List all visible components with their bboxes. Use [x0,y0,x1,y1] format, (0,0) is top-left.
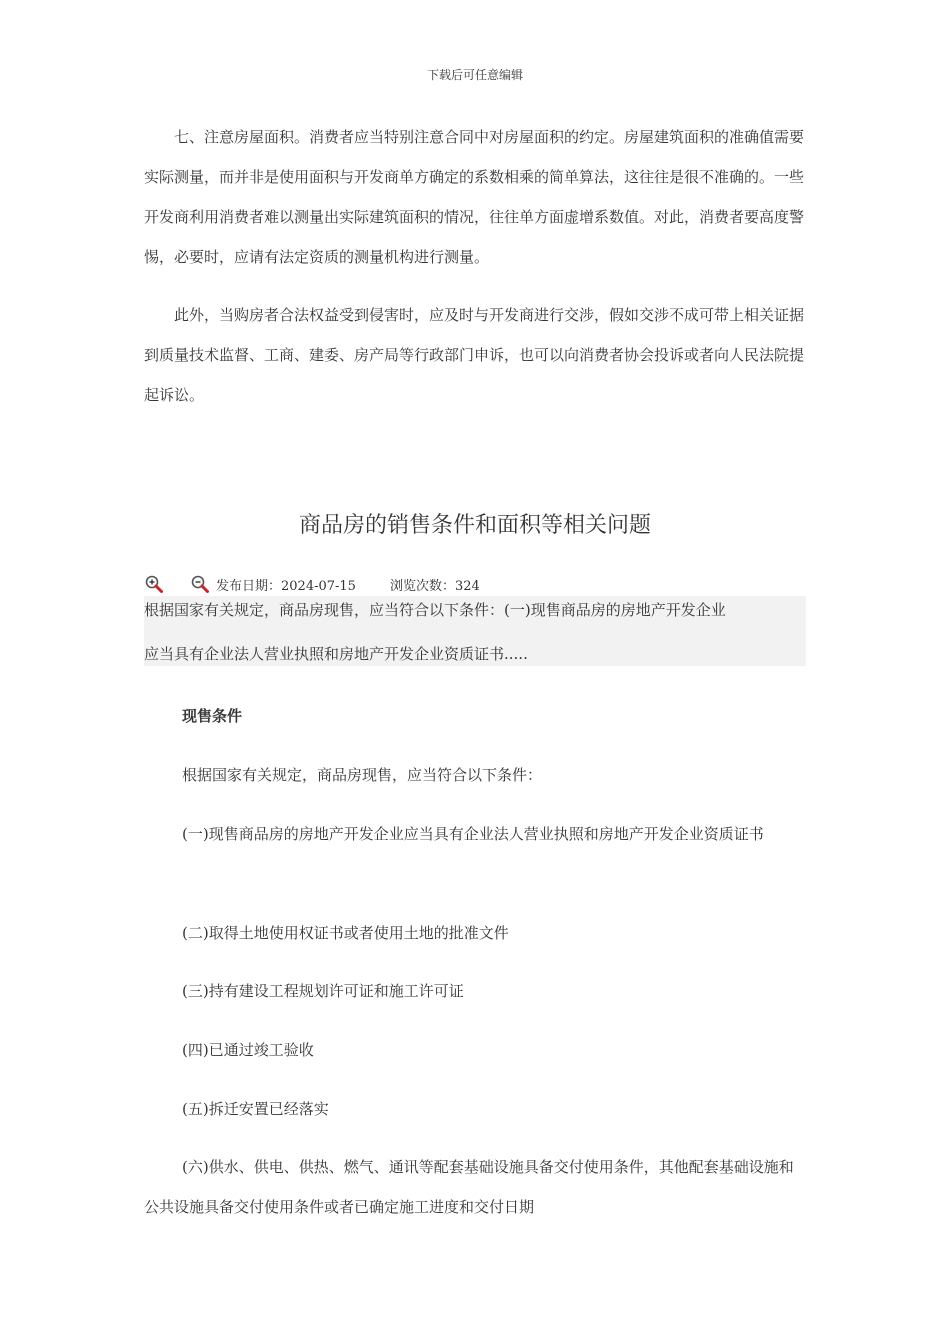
condition-item: (一)现售商品房的房地产开发企业应当具有企业法人营业执照和房地产开发企业资质证书 [182,825,764,843]
condition-item: (二)取得土地使用权证书或者使用土地的批准文件 [182,924,509,942]
article-title: 商品房的销售条件和面积等相关问题 [298,513,651,538]
view-count: 浏览次数：324 [389,578,480,594]
section-title: 现售条件 [182,707,243,725]
condition-item: (六)供水、供电、供热、燃气、通讯等配套基础设施具备交付使用条件，其他配套基础设施和公共设施具备交付使用条件或者已确定施工进度和交付日期 [144,1158,794,1216]
zoom-out-icon[interactable] [190,574,210,594]
condition-item: (五)拆迁安置已经落实 [182,1100,329,1118]
zoom-in-icon[interactable] [144,574,164,594]
article-meta [144,572,480,596]
lead-paragraph: 根据国家有关规定，商品房现售，应当符合以下条件： [182,766,543,784]
publish-date: 发布日期：2024-07-15 [216,578,356,594]
condition-item: (三)持有建设工程规划许可证和施工许可证 [182,982,464,1000]
intro-paragraph-rights: 此外，当购房者合法权益受到侵害时，应及时与开发商进行交涉，假如交涉不成可带上相关证据到质量技术监督、工商、建委、房产局等行政部门申诉，也可以向消费者协会投诉或者向人民法院提起诉讼。 [144,306,805,404]
summary-line: 应当具有企业法人营业执照和房地产开发企业资质证书..... [144,645,528,663]
page-header: 下载后可任意编辑 [426,68,523,82]
intro-paragraph-area: 七、注意房屋面积。消费者应当特别注意合同中对房屋面积的约定。房屋建筑面积的准确值需要实际测量，而并非是使用面积与开发商单方确定的系数相乘的简单算法，这往往是很不准确的。一些开发商利用消费者难以测量出实际建筑面积的情况，往往单方面虚增系数值。对此，消费者要高度警惕，必要时，应请有法定资质的测量机构进行测量。 [144,128,805,266]
condition-item: (四)已通过竣工验收 [182,1041,314,1059]
summary-line: 根据国家有关规定，商品房现售，应当符合以下条件：(一)现售商品房的房地产开发企业 [144,601,726,619]
article-summary [144,596,806,666]
